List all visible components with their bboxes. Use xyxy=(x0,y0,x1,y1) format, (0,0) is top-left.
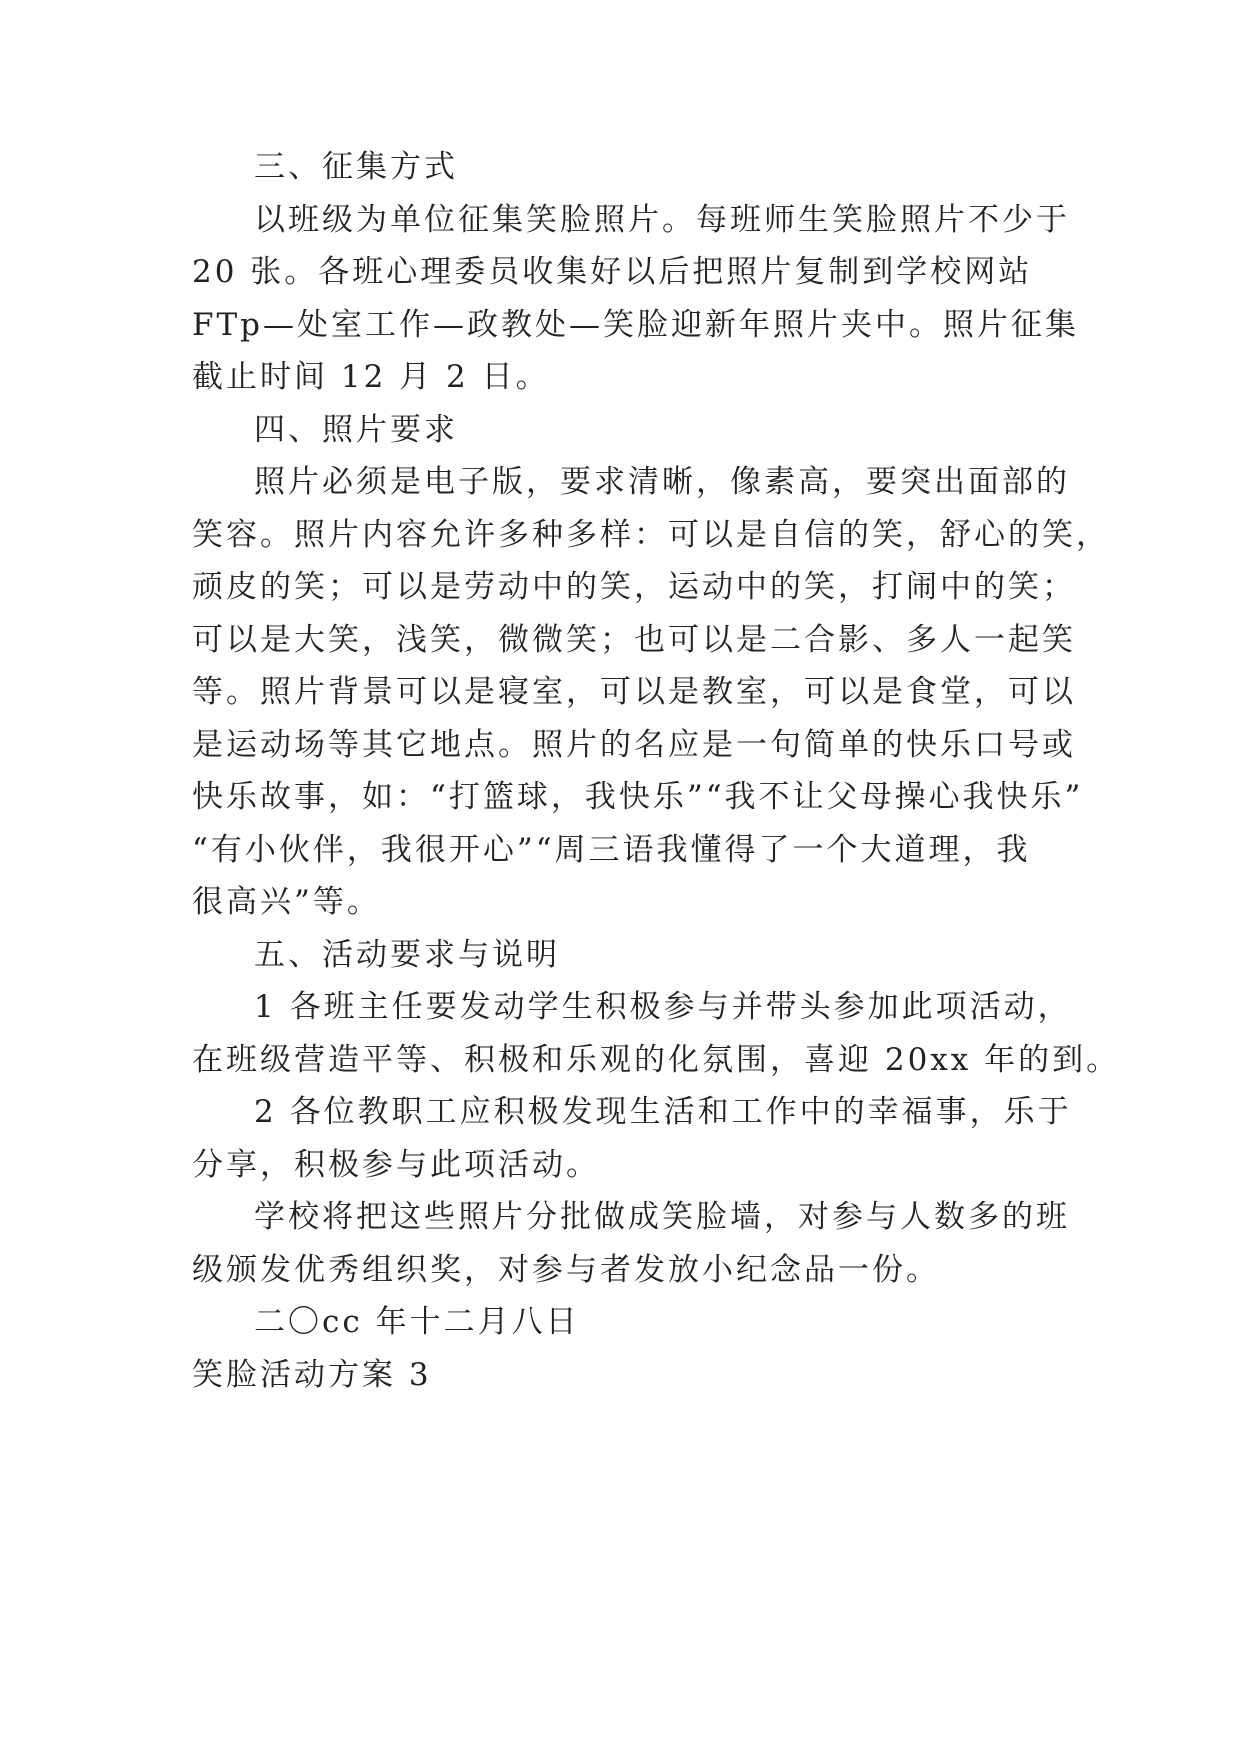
section-3-line-3: FTp—处室工作—政教处—笑脸迎新年照片夹中。照片征集 xyxy=(192,307,1080,343)
next-section-title: 笑脸活动方案 3 xyxy=(192,1357,432,1393)
section-4-heading: 四、照片要求 xyxy=(254,412,458,448)
section-5-heading: 五、活动要求与说明 xyxy=(254,937,560,973)
section-5-item-1-line-2: 在班级营造平等、积极和乐观的化氛围，喜迎 20xx 年的到。 xyxy=(192,1042,1121,1078)
section-4-line-9: 很高兴”等。 xyxy=(192,884,381,920)
section-4-line-8: “有小伙伴，我很开心”“周三语我懂得了一个大道理，我 xyxy=(192,832,1031,868)
section-4-line-7: 快乐故事，如：“打篮球，我快乐”“我不让父母操心我快乐” xyxy=(192,779,1084,815)
section-3-line-4: 截止时间 12 月 2 日。 xyxy=(192,359,550,395)
closing-line-1: 学校将把这些照片分批做成笑脸墙，对参与人数多的班 xyxy=(254,1199,1070,1235)
section-4-line-3: 顽皮的笑；可以是劳动中的笑，运动中的笑，打闹中的笑； xyxy=(192,569,1076,605)
section-3-heading: 三、征集方式 xyxy=(254,149,458,185)
section-3-line-1: 以班级为单位征集笑脸照片。每班师生笑脸照片不少于 xyxy=(254,202,1070,238)
section-3-line-2: 20 张。各班心理委员收集好以后把照片复制到学校网站 xyxy=(192,254,1033,290)
section-5-item-1-line-1: 1 各班主任要发动学生积极参与并带头参加此项活动， xyxy=(254,989,1072,1025)
closing-line-2: 级颁发优秀组织奖，对参与者发放小纪念品一份。 xyxy=(192,1252,940,1288)
section-4-line-6: 是运动场等其它地点。照片的名应是一句简单的快乐口号或 xyxy=(192,727,1076,763)
section-4-line-2: 笑容。照片内容允许多种多样：可以是自信的笑，舒心的笑， xyxy=(192,517,1110,553)
document-date: 二〇cc 年十二月八日 xyxy=(254,1304,580,1340)
section-5-item-2-line-1: 2 各位教职工应积极发现生活和工作中的幸福事，乐于 xyxy=(254,1094,1072,1130)
section-4-line-5: 等。照片背景可以是寝室，可以是教室，可以是食堂，可以 xyxy=(192,674,1076,710)
section-4-line-4: 可以是大笑，浅笑，微微笑；也可以是二合影、多人一起笑 xyxy=(192,622,1076,658)
section-4-line-1: 照片必须是电子版，要求清晰，像素高，要突出面部的 xyxy=(254,464,1070,500)
section-5-item-2-line-2: 分享，积极参与此项活动。 xyxy=(192,1147,600,1183)
